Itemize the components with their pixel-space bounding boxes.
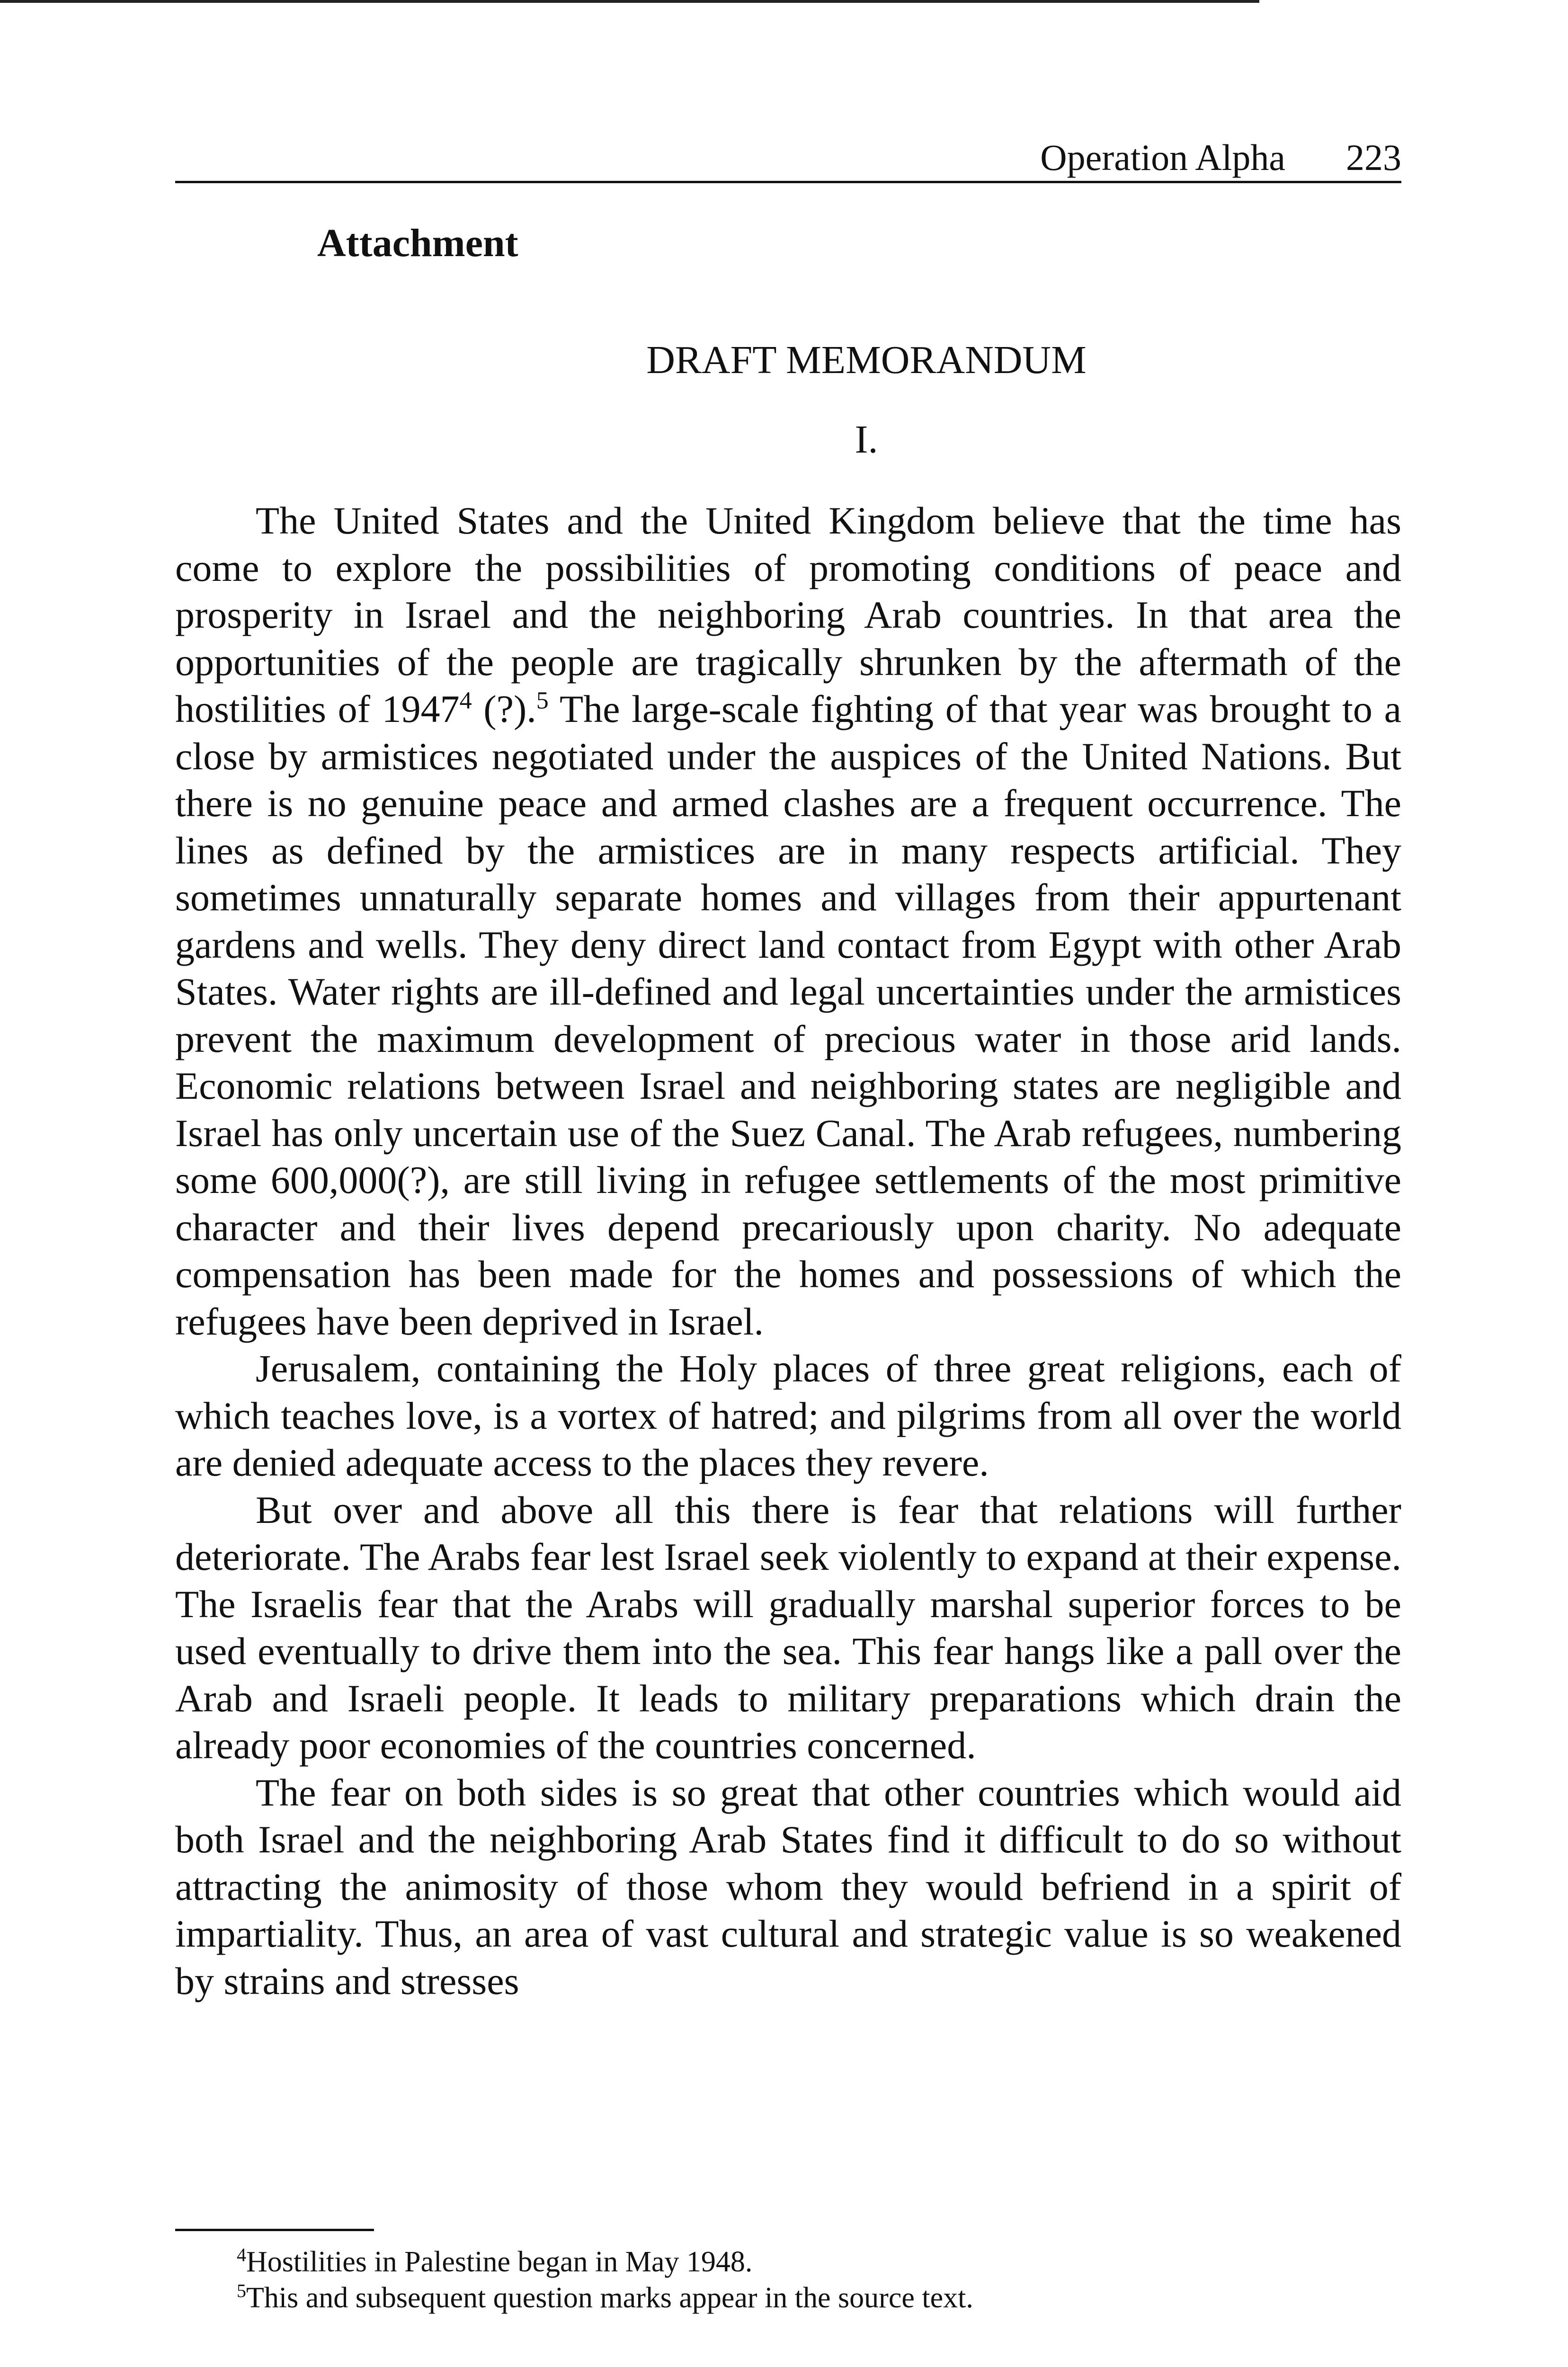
paragraph-1 bbox=[175, 497, 1401, 1345]
footnote-marker-5: 5 bbox=[237, 2280, 246, 2302]
paragraph-1-part-c: The large-scale fighting of that year was brought to a close by armistices negotiated under the auspices of the United Nations. But there is no genuine peace and armed clashes are a frequent occurrence. The lines as defined by the armistices are in many respects artificial. They sometimes unnaturally separate homes and villages from their appurtenant gardens and wells. They deny direct land contact from Egypt with other Arab States. Water rights are ill-defined and legal uncertainties under the armistices prevent the maximum development of precious water in those arid lands. Economic relations between Israel and neighboring states are negligible and Israel has only uncertain use of the Suez Canal. The Arab refugees, numbering some 600,000(?), are still living in refugee settlements of the most primitive character and their lives depend precariously upon charity. No adequate compensation has been made for the homes and possessions of which the refugees have been deprived in Israel. bbox=[175, 687, 1402, 1343]
attachment-heading: Attachment bbox=[317, 221, 518, 265]
paragraph-1-part-b: (?). bbox=[472, 687, 536, 730]
section-number: I. bbox=[855, 418, 878, 462]
footnote-text-4: Hostilities in Palestine began in May 1948. bbox=[246, 2246, 753, 2278]
footnote-marker-4: 4 bbox=[237, 2244, 246, 2266]
paragraph-3: But over and above all this there is fear that relations will further deteriorate. The Arabs fear lest Israel seek violently to expand at their expense. The Israelis fear that the Arabs will gradually marshal superior forces to be used eventually to drive them into the sea. This fear hangs like a pall over the Arab and Israeli people. It leads to military preparations which drain the already poor economies of the countries concerned. bbox=[175, 1488, 1401, 1767]
body-text bbox=[175, 497, 1401, 2004]
page-number: 223 bbox=[1346, 137, 1401, 178]
top-rule bbox=[0, 0, 1259, 3]
footnote-text-5: This and subsequent question marks appear in the source text. bbox=[246, 2282, 973, 2314]
footnote-5 bbox=[237, 2280, 973, 2316]
paragraph-1-part-a: The United States and the United Kingdom believe that the time has come to explore the possibilities of promoting conditions of peace and prosperity in Israel and the neighboring Arab countries. In that area the opportunities of the people are tragically shrunken by the aftermath of the hostilities of 1947 bbox=[175, 499, 1401, 730]
paragraph-4: The fear on both sides is so great that other countries which would aid both Israel and the neighboring Arab States find it difficult to do so without attracting the animosity of those whom they would befriend in a spirit of impartiality. Thus, an area of vast cultural and strategic value is so weakened by strains and stresses bbox=[175, 1771, 1401, 2002]
running-head-title: Operation Alpha bbox=[1040, 137, 1285, 178]
paragraph-2: Jerusalem, containing the Holy places of three great religions, each of which teaches love, is a vortex of hatred; and pilgrims from all over the world are denied adequate access to the places they revere. bbox=[175, 1347, 1401, 1484]
running-head bbox=[175, 135, 1401, 183]
footnote-rule bbox=[175, 2229, 374, 2231]
memo-title: DRAFT MEMORANDUM bbox=[646, 338, 1087, 382]
footnote-ref-5[interactable]: 5 bbox=[536, 687, 549, 714]
footnote-4 bbox=[237, 2244, 973, 2280]
footnote-ref-4[interactable]: 4 bbox=[459, 687, 472, 714]
footnotes bbox=[237, 2244, 973, 2316]
